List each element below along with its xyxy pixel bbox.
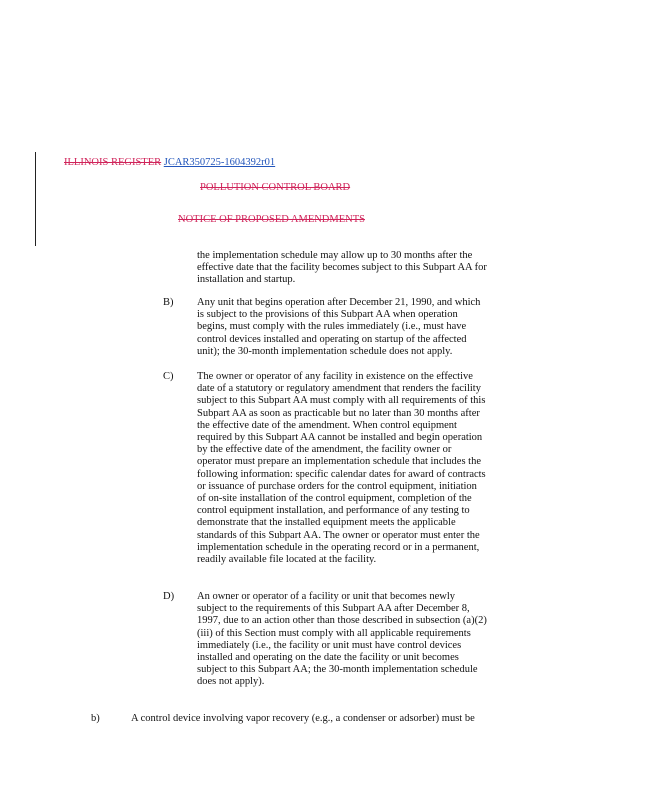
item-b-lower-label: b) (91, 713, 100, 724)
board-title: POLLUTION CONTROL BOARD (200, 182, 351, 193)
item-c-label: C) (163, 371, 174, 382)
item-c-text: The owner or operator of any facility in existence on the effective date of a statutory or regulatory amendment that renders the facility subject to this Subpart AA must comply with all requirements of this Subpart AA as soon as practicable but no later than 30 months after the effective date of the amendment. When control equipment required by this Subpart AA cannot be installed and begin operation by the effective date of the amendment, the facility owner or operator must prepare an implementation schedule that includes the following information: specific calendar dates for award of contracts or issuance of purchase orders for the control equipment, initiation of on-site installation of the control equipment, completion of the control equipment installation, and performance of any testing to demonstrate that the installed equipment meets the applicable standards of this Subpart AA. The owner or operator must enter the implementation schedule in the operating record or in a permanent, readily available file located at the facility. (197, 371, 486, 566)
item-b-lower-text: A control device involving vapor recovery (e.g., a condenser or adsorber) must be (131, 713, 475, 724)
item-d-label: D) (163, 591, 175, 602)
item-b-upper-label: B) (163, 297, 174, 308)
item-d-text: An owner or operator of a facility or unit that becomes newly subject to the requirements of this Subpart AA after December 8, 1997, due to an action other than those described in subsection (a)(2)(iii) of this Section must comply with all applicable requirements immediately (i.e., the facility or unit must have control devices installed and operating on the date the facility or unit becomes subject to this Subpart AA; the 30-month implementation schedule does not apply). (197, 591, 487, 688)
item-b-upper-text: Any unit that begins operation after December 21, 1990, and which is subject to the provisions of this Subpart AA when operation begins, must comply with the rules immediately (i.e., must have control devices installed and operating on startup of the affected unit); the 30-month implementation schedule does not apply. (197, 297, 481, 357)
revision-change-bar (35, 152, 36, 246)
continuation-paragraph: the implementation schedule may allow up to 30 months after the effective date that the facility becomes subject to this Subpart AA for installation and startup. (197, 250, 487, 286)
register-title-struck: ILLINOIS REGISTER (64, 157, 162, 168)
notice-title: NOTICE OF PROPOSED AMENDMENTS (178, 214, 365, 225)
register-title-inserted: JCAR350725-1604392r01 (163, 157, 276, 168)
register-header (64, 157, 275, 169)
